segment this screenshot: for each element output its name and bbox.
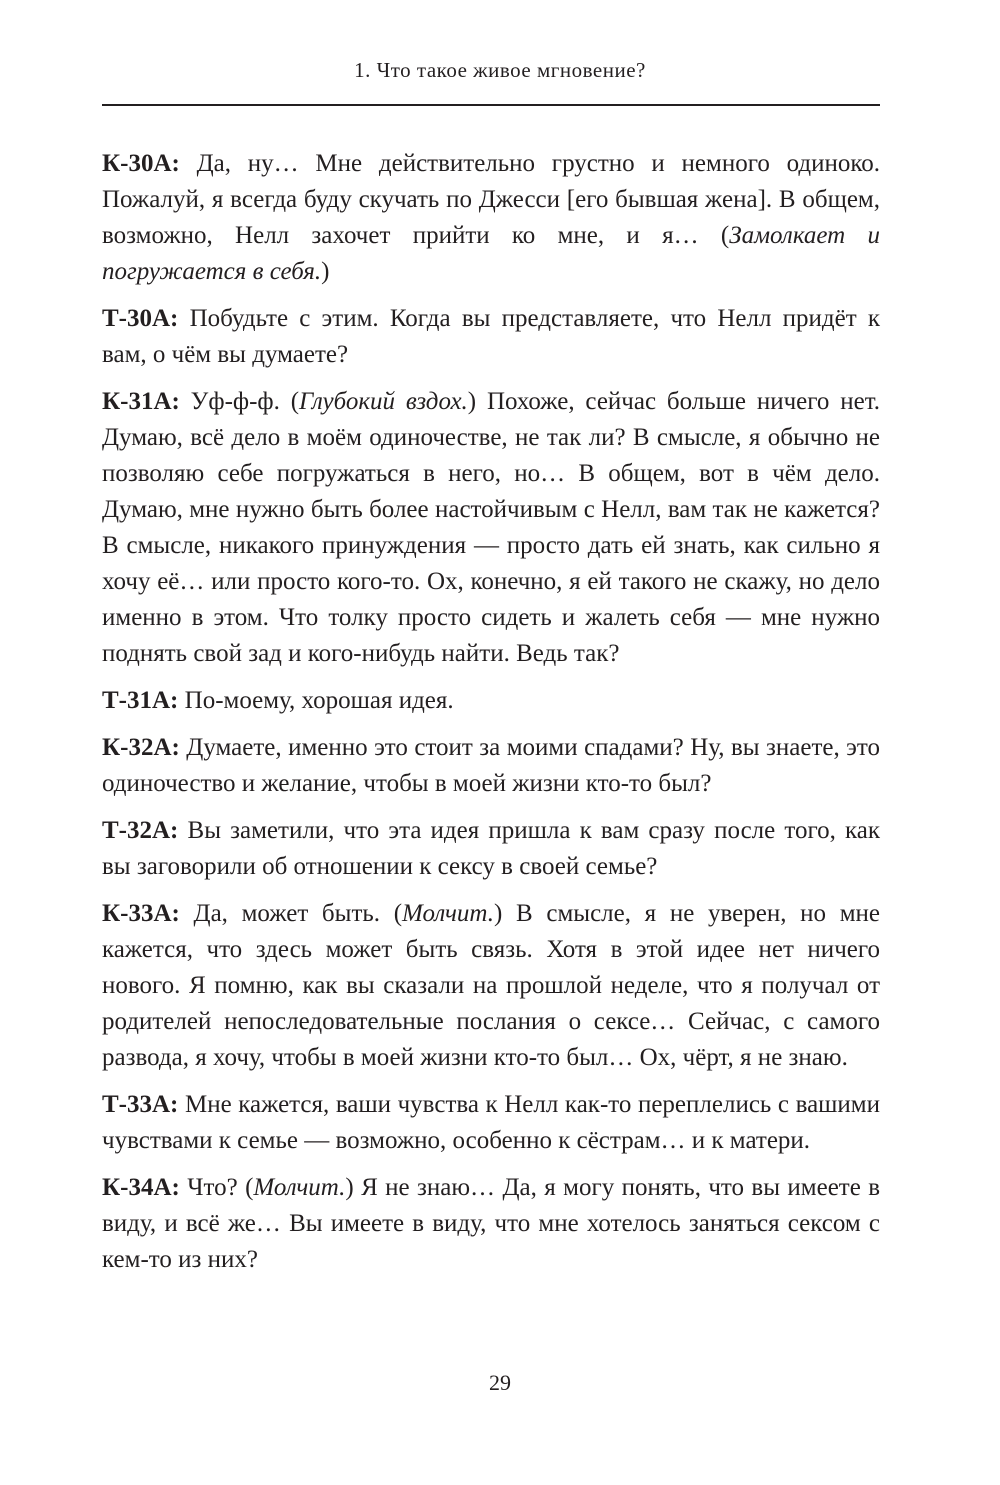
- utterance-text: Думаете, именно это стоит за моими спадами? Ну, вы знаете, это одиночество и желание, чтобы в моей жизни кто-то был?: [102, 734, 880, 797]
- speaker-label: К-30А:: [102, 150, 180, 177]
- stage-remark: Молчит.: [253, 1174, 346, 1201]
- speaker-label: Т-32А:: [102, 817, 179, 844]
- utterance-text: Что? (: [179, 1174, 254, 1201]
- stage-remark: Глубокий вздох.: [299, 388, 468, 415]
- stage-remark: Замолкает и погружается в себя.: [102, 222, 880, 285]
- utterance-text: ): [321, 258, 330, 285]
- utterance-text: Уф-ф-ф. (: [179, 388, 300, 415]
- dialogue-paragraph: [102, 384, 880, 672]
- speaker-label: К-32А:: [102, 734, 180, 761]
- utterance-text: Мне кажется, ваши чувства к Нелл как-то переплелись с вашими чувствами к семье — возможно, особенно к сёстрам… и к матери.: [102, 1091, 880, 1154]
- dialogue-paragraph: [102, 730, 880, 802]
- dialogue-text: [102, 146, 880, 1289]
- stage-remark: Молчит.: [402, 900, 494, 927]
- header-rule: [102, 104, 880, 106]
- dialogue-paragraph: [102, 683, 880, 719]
- utterance-text: По-моему, хорошая идея.: [178, 687, 454, 714]
- speaker-label: Т-31А:: [102, 687, 179, 714]
- utterance-text: Да, может быть. (: [179, 900, 403, 927]
- utterance-text: Да, ну… Мне действительно грустно и немного одиноко. Пожалуй, я всегда буду скучать по Джесси [его бывшая жена]. В общем, возможно, Нелл захочет прийти ко мне, и я… (: [102, 150, 880, 249]
- running-title: 1. Что такое живое мгновение?: [354, 58, 646, 82]
- dialogue-paragraph: [102, 1170, 880, 1278]
- speaker-label: К-31А:: [102, 388, 180, 415]
- dialogue-paragraph: [102, 301, 880, 373]
- dialogue-paragraph: [102, 813, 880, 885]
- utterance-text: Побудьте с этим. Когда вы представляете, что Нелл придёт к вам, о чём вы думаете?: [102, 305, 880, 368]
- page-number: 29: [489, 1370, 511, 1395]
- speaker-label: К-34А:: [102, 1174, 180, 1201]
- speaker-label: Т-30А:: [102, 305, 179, 332]
- dialogue-paragraph: [102, 1087, 880, 1159]
- utterance-text: ) Похоже, сейчас больше ничего нет. Думаю, всё дело в моём одиночестве, не так ли? В смысле, я обычно не позволяю себе погружаться в него, но… В общем, вот в чём дело. Думаю, мне нужно быть более настойчивым с Нелл, вам так не кажется? В смысле, никакого принуждения — просто дать ей знать, как сильно я хочу её… или просто кого-то. Ох, конечно, я ей такого не скажу, но дело именно в этом. Что толку просто сидеть и жалеть себя — мне нужно поднять свой зад и кого-нибудь найти. Ведь так?: [102, 388, 880, 667]
- dialogue-paragraph: [102, 146, 880, 290]
- speaker-label: К-33А:: [102, 900, 180, 927]
- utterance-text: Вы заметили, что эта идея пришла к вам сразу после того, как вы заговорили об отношении к сексу в своей семье?: [102, 817, 880, 880]
- speaker-label: Т-33А:: [102, 1091, 179, 1118]
- utterance-text: ) Я не знаю… Да, я могу понять, что вы имеете в виду, и всё же… Вы имеете в виду, что мне хотелось заняться сексом с кем-то из них?: [102, 1174, 881, 1273]
- dialogue-paragraph: [102, 896, 880, 1076]
- utterance-text: ) В смысле, я не уверен, но мне кажется, что здесь может быть связь. Хотя в этой идее нет ничего нового. Я помню, как вы сказали на прошлой неделе, что я получал от родителей непоследовательные послания о сексе… Сейчас, с самого развода, я хочу, чтобы в моей жизни кто-то был… Ох, чёрт, я не знаю.: [102, 900, 880, 1071]
